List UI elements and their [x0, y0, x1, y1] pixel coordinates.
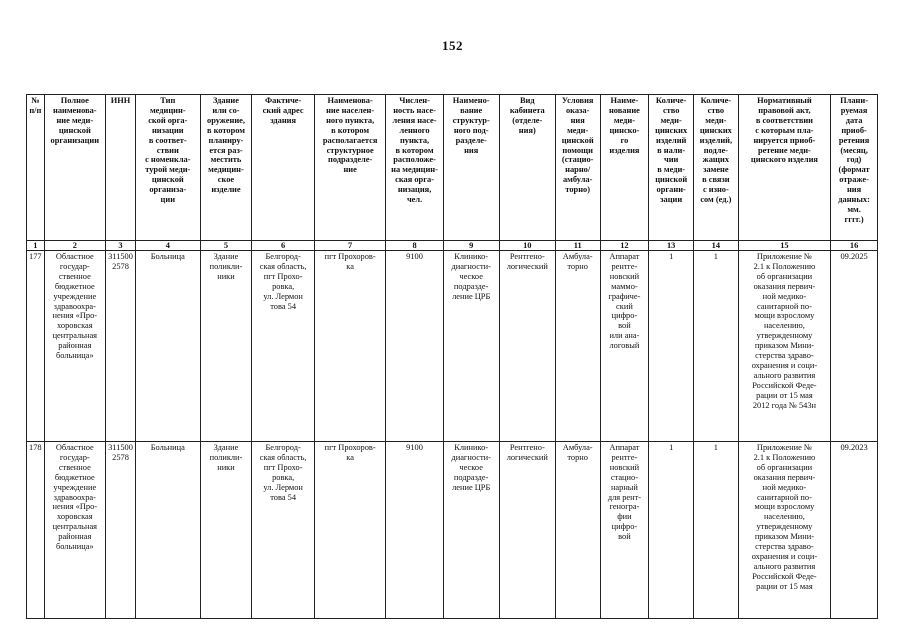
cell-organization-name: [44, 442, 105, 619]
cell-text: пгт Прохоров- ка: [324, 252, 376, 271]
cell-building: [200, 442, 252, 619]
cell-text: 09.2023: [840, 443, 868, 452]
column-number: 5: [200, 241, 252, 251]
header-cell: Наименова- ние населен- ного пункта, в котором располагается структурное подразделе- ние: [314, 95, 386, 241]
cell-cabinet-type: [499, 251, 555, 442]
cell-row-number: [27, 251, 45, 442]
cell-text: Амбула- торно: [562, 252, 593, 271]
cell-text: Здание поликли- ники: [209, 252, 243, 281]
cell-organization-type: [136, 251, 200, 442]
cell-care-conditions: [555, 442, 600, 619]
cell-text: Белгород- ская область, пгт Прохо- ровка, ул. Лермон това 54: [259, 252, 307, 311]
column-number: 6: [252, 241, 314, 251]
header-cell: Фактиче- ский адрес здания: [252, 95, 314, 241]
column-number-row: [27, 241, 878, 251]
cell-text: 177: [29, 252, 42, 261]
cell-text: 1: [713, 252, 718, 261]
header-cell: Количе- ство меди- цинских изделий, подле- жащих замене в связи с изно- сом (ед.): [694, 95, 739, 241]
cell-text: 311500 2578: [108, 252, 133, 271]
cell-text: Областное государ- ственное бюджетное учреждение здравоохра- нения «Про- хоровская центральная районная больница»: [52, 443, 98, 552]
cell-text: Белгород- ская область, пгт Прохо- ровка, ул. Лермон това 54: [259, 443, 307, 502]
cell-devices-available: [649, 251, 694, 442]
header-cell: Здание или со- оружение, в котором планиру- ется раз- местить медицин- ское изделие: [200, 95, 252, 241]
column-number: 14: [694, 241, 739, 251]
cell-text: Приложение № 2.1 к Положению об организации оказания первич- ной медико- санитарной по- мощи взрослому населению, утвержденному приказом Мини- стерства здраво- охранения и соци- ального развития Российской Феде- рации от 15 мая: [751, 443, 818, 591]
column-number: 8: [386, 241, 443, 251]
header-cell: Числен- ность насе- ления насе- ленного пункта, в котором расположе- на медицин- ская орга- низация, чел.: [386, 95, 443, 241]
column-number: 12: [600, 241, 649, 251]
header-cell: Количе- ство меди- цинских изделий в нали- чии в меди- цинской органи- зации: [649, 95, 694, 241]
cell-text: Областное государ- ственное бюджетное учреждение здравоохра- нения «Про- хоровская центральная районная больница»: [52, 252, 98, 361]
cell-legal-act: [738, 251, 830, 442]
cell-inn: [105, 251, 135, 442]
cell-population: [386, 251, 443, 442]
cell-text: 311500 2578: [108, 443, 133, 462]
cell-subdivision: [443, 251, 499, 442]
table-row: [27, 251, 878, 442]
cell-inn: [105, 442, 135, 619]
header-cell: ИНН: [105, 95, 135, 241]
cell-purchase-date: [831, 251, 878, 442]
cell-text: Приложение № 2.1 к Положению об организации оказания первич- ной медико- санитарной по- мощи взрослому населению, утвержденному приказом Мини- стерства здраво- охранения и соци- ального развития Российской Феде- рации от 15 мая 2012 года № 543н: [751, 252, 818, 410]
cell-devices-to-replace: [694, 251, 739, 442]
cell-text: Больница: [150, 443, 185, 452]
table-row: [27, 442, 878, 619]
cell-text: Больница: [150, 252, 185, 261]
cell-text: 9100: [406, 443, 423, 452]
column-number: 15: [738, 241, 830, 251]
cell-legal-act: [738, 442, 830, 619]
cell-text: 09.2025: [840, 252, 868, 261]
header-cell: Полное наименова- ние меди- цинской организации: [44, 95, 105, 241]
cell-text: Аппарат рентге- новский маммо- графиче- ский цифро- вой или ана- логовый: [608, 252, 641, 351]
cell-text: 178: [29, 443, 42, 452]
cell-organization-name: [44, 251, 105, 442]
header-cell: Вид кабинета (отделе- ния): [499, 95, 555, 241]
cell-text: пгт Прохоров- ка: [324, 443, 376, 462]
cell-text: 9100: [406, 252, 423, 261]
column-number: 3: [105, 241, 135, 251]
header-cell: № п/п: [27, 95, 45, 241]
cell-text: Рентгено- логический: [506, 443, 548, 462]
cell-text: 1: [669, 252, 674, 261]
header-cell: Наимено- вание структур- ного под- разделе- ния: [443, 95, 499, 241]
cell-text: Амбула- торно: [562, 443, 593, 462]
cell-row-number: [27, 442, 45, 619]
cell-population: [386, 442, 443, 619]
cell-device-name: [600, 442, 649, 619]
header-cell: Условия оказа- ния меди- цинской помощи (стацио- нарно/ амбула- торно): [555, 95, 600, 241]
cell-text: 1: [713, 443, 718, 452]
header-cell: Нормативный правовой акт, в соответствии с которым пла- нируется приоб- ретение меди- цинского изделия: [738, 95, 830, 241]
cell-subdivision: [443, 442, 499, 619]
column-number: 9: [443, 241, 499, 251]
cell-device-name: [600, 251, 649, 442]
cell-cabinet-type: [499, 442, 555, 619]
column-number: 10: [499, 241, 555, 251]
header-cell: Тип медицин- ской орга- низации в соответ- ствии с номенкла- турой меди- цинской организа- ции: [136, 95, 200, 241]
cell-care-conditions: [555, 251, 600, 442]
cell-address: [252, 251, 314, 442]
header-cell: Наиме- нование меди- цинско- го изделия: [600, 95, 649, 241]
header-cell: Плани- руемая дата приоб- ретения (месяц, год) (формат отраже- ния данных: мм. гггг.): [831, 95, 878, 241]
column-number: 11: [555, 241, 600, 251]
column-number: 2: [44, 241, 105, 251]
cell-text: Клинико- диагности- ческое подразде- ление ЦРБ: [451, 252, 491, 301]
cell-building: [200, 251, 252, 442]
column-number: 7: [314, 241, 386, 251]
cell-settlement: [314, 442, 386, 619]
cell-text: Рентгено- логический: [506, 252, 548, 271]
cell-devices-available: [649, 442, 694, 619]
cell-text: Клинико- диагности- ческое подразде- ление ЦРБ: [451, 443, 491, 492]
page-number: 152: [442, 38, 463, 53]
cell-settlement: [314, 251, 386, 442]
medical-equipment-table: [26, 94, 878, 619]
header-row: [27, 95, 878, 241]
cell-text: Здание поликли- ники: [209, 443, 243, 472]
cell-purchase-date: [831, 442, 878, 619]
column-number: 16: [831, 241, 878, 251]
column-number: 13: [649, 241, 694, 251]
cell-text: 1: [669, 443, 674, 452]
cell-address: [252, 442, 314, 619]
cell-text: Аппарат рентге- новский стацио- нарный для рент- геногра- фии цифро- вой: [607, 443, 642, 542]
cell-organization-type: [136, 442, 200, 619]
column-number: 1: [27, 241, 45, 251]
cell-devices-to-replace: [694, 442, 739, 619]
column-number: 4: [136, 241, 200, 251]
